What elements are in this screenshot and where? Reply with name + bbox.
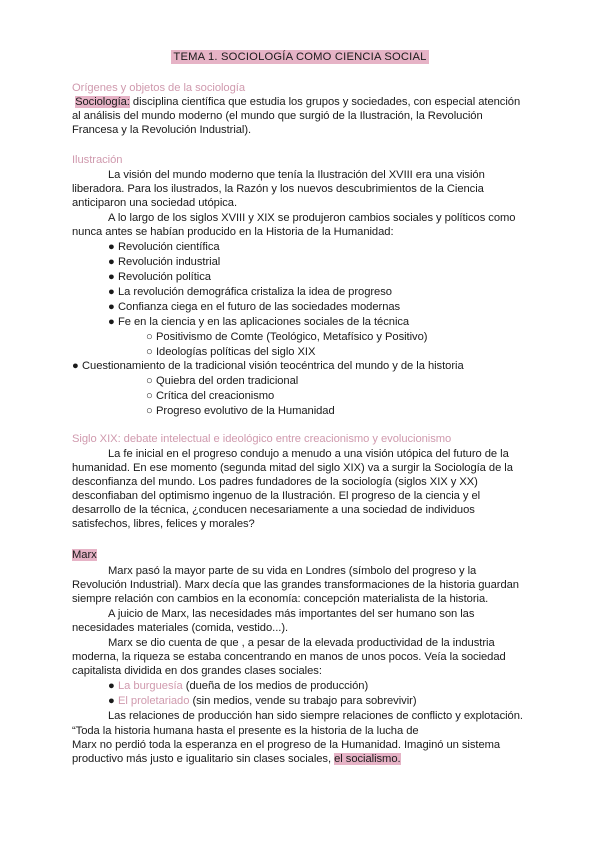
marx-p1-line: siempre relación con cambios en la economía: concepción materialista de la historia. xyxy=(72,593,489,605)
origenes-line-2: al análisis del mundo moderno (el mundo que surgió de la Ilustración, la Revolución xyxy=(72,110,483,122)
sub-list-item: ○ Crítica del creacionismo xyxy=(146,390,275,402)
bullet-icon: ● xyxy=(108,286,115,298)
bullet-icon: ● xyxy=(108,316,115,328)
bullet-icon: ● xyxy=(108,301,115,313)
bullet-icon: ● xyxy=(72,360,79,372)
sub-list-item: ○ Quiebra del orden tradicional xyxy=(146,375,299,387)
term-proletariado: El proletariado xyxy=(118,695,190,707)
list-item: ● Confianza ciega en el futuro de las sociedades modernas xyxy=(108,301,401,313)
heading-marx: Marx xyxy=(72,549,97,561)
list-item: ● Cuestionamiento de la tradicional visión teocéntrica del mundo y de la historia xyxy=(72,360,464,372)
origenes-line-3: Francesa y la Revolución Industrial). xyxy=(72,124,252,136)
ilustracion-p1-line-2: liberadora. Para los ilustrados, la Razón y los nuevos descubrimientos de la Ciencia xyxy=(72,183,484,195)
marx-p3-line: moderna, la riqueza se estaba concentrando en manos de unos pocos. Veía la sociedad xyxy=(72,651,506,663)
circle-bullet-icon: ○ xyxy=(146,331,153,343)
sub-list-item: ○ Positivismo de Comte (Teológico, Metafísico y Positivo) xyxy=(146,331,428,343)
bullet-icon: ● xyxy=(108,256,115,268)
bullet-icon: ● xyxy=(108,241,115,253)
siglo-xix-line: La fe inicial en el progreso condujo a menudo a una visión utópica del futuro de la xyxy=(108,448,509,460)
sub-list-item: ○ Ideologías políticas del siglo XIX xyxy=(146,346,316,358)
term-socialismo: el socialismo. xyxy=(334,753,401,765)
marx-p6-line: productivo más justo e igualitario sin clases sociales, el socialismo. xyxy=(72,753,401,765)
list-item: ● Revolución industrial xyxy=(108,256,221,268)
ilustracion-p1-line-3: anticiparon una sociedad utópica. xyxy=(72,197,238,209)
heading-siglo-xix: Siglo XIX: debate intelectual e ideológico entre creacionismo y evolucionismo xyxy=(72,433,452,445)
heading-ilustracion: Ilustración xyxy=(72,154,123,166)
marx-p3-line: capitalista dividida en dos grandes clases sociales: xyxy=(72,665,322,677)
circle-bullet-icon: ○ xyxy=(146,375,153,387)
siglo-xix-line: desconfianza del mundo. Los padres fundadores de la sociología (siglos XIX y XX) xyxy=(72,476,478,488)
heading-origenes: Orígenes y objetos de la sociología xyxy=(72,82,246,94)
circle-bullet-icon: ○ xyxy=(146,346,153,358)
document-title: TEMA 1. SOCIOLOGÍA COMO CIENCIA SOCIAL xyxy=(173,51,427,63)
marx-p1-line: Revolución Industrial). Marx decía que las grandes transformaciones de la historia guardan xyxy=(72,579,519,591)
bullet-icon: ● xyxy=(108,271,115,283)
ilustracion-p2-line-2: nunca antes se habían producido en la Historia de la Humanidad: xyxy=(72,226,394,238)
marx-p3-line: Marx se dio cuenta de que , a pesar de la elevada productividad de la industria xyxy=(108,637,495,649)
term-burguesia: La burguesía xyxy=(118,680,183,692)
siglo-xix-line: desarrollo de la técnica, ¿conducen necesariamente a una sociedad de individuos xyxy=(72,504,475,516)
marx-p2-line: A juicio de Marx, las necesidades más importantes del ser humano son las xyxy=(108,608,475,620)
marx-p1-line: Marx pasó la mayor parte de su vida en Londres (símbolo del progreso y la xyxy=(108,565,477,577)
list-item: ● Fe en la ciencia y en las aplicaciones sociales de la técnica xyxy=(108,316,410,328)
siglo-xix-line: desconfiaban del optimismo ingenuo de la Ilustración. El progreso de la ciencia y el xyxy=(72,490,481,502)
marx-quote-line: “Toda la historia humana hasta el presente es la historia de la lucha de xyxy=(72,725,419,737)
siglo-xix-line: satisfechos, libres, felices y morales? xyxy=(72,518,255,530)
ilustracion-p1-line-1: La visión del mundo moderno que tenía la Ilustración del XVIII era una visión xyxy=(108,169,485,181)
marx-p5-line: Marx no perdió toda la esperanza en el progreso de la Humanidad. Imaginó un sistema xyxy=(72,739,501,751)
list-item: ● Revolución científica xyxy=(108,241,220,253)
list-item: ● La revolución demográfica cristaliza la idea de progreso xyxy=(108,286,392,298)
bullet-icon: ● xyxy=(108,695,115,707)
list-item: ● Revolución política xyxy=(108,271,211,283)
circle-bullet-icon: ○ xyxy=(146,390,153,402)
marx-p2-line: necesidades materiales (comida, vestido...). xyxy=(72,622,289,634)
ilustracion-p2-line-1: A lo largo de los siglos XVIII y XIX se produjeron cambios sociales y políticos como xyxy=(108,212,516,224)
marx-p4-line: Las relaciones de producción han sido siempre relaciones de conflicto y explotación. xyxy=(108,710,523,722)
list-item: ● La burguesía (dueña de los medios de producción) xyxy=(108,680,369,692)
siglo-xix-line: humanidad. En ese momento (segunda mitad del siglo XIX) va a surgir la Sociología de la xyxy=(72,462,513,474)
term-sociologia: Sociología: xyxy=(75,96,130,108)
sub-list-item: ○ Progreso evolutivo de la Humanidad xyxy=(146,405,335,417)
list-item: ● El proletariado (sin medios, vende su trabajo para sobrevivir) xyxy=(108,695,417,707)
circle-bullet-icon: ○ xyxy=(146,405,153,417)
origenes-line-1: Sociología: disciplina científica que estudia los grupos y sociedades, con especial atención xyxy=(75,96,521,108)
bullet-icon: ● xyxy=(108,680,115,692)
